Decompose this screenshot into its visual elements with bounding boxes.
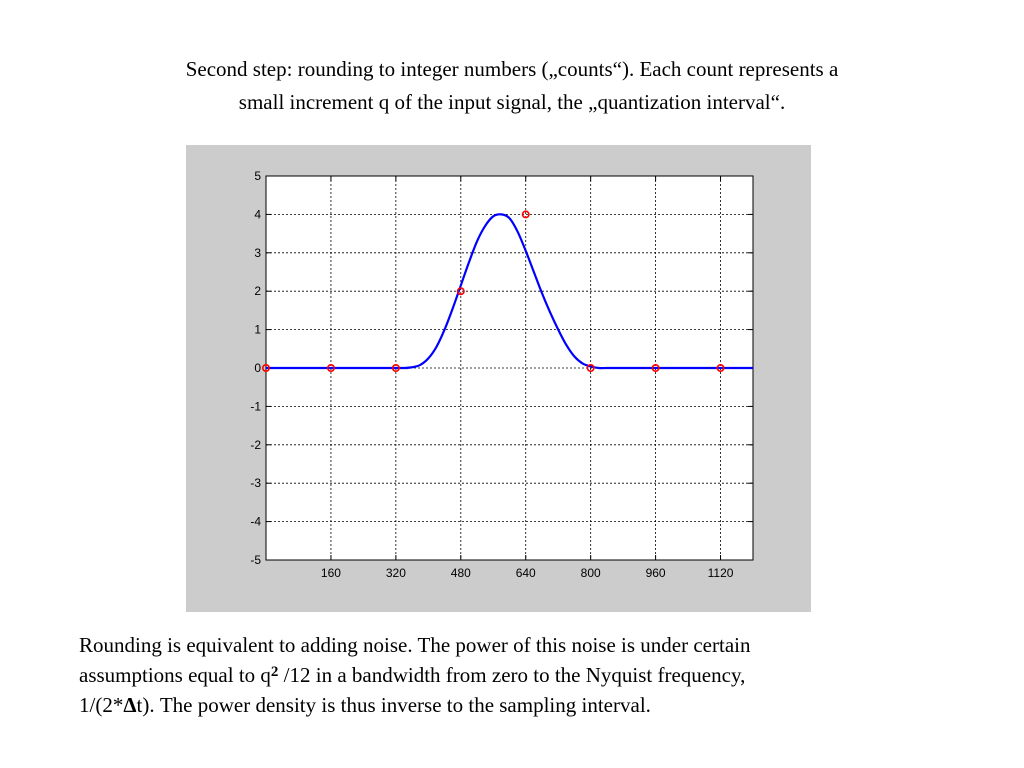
paragraph-line-2-start: assumptions equal to q bbox=[79, 663, 271, 687]
chart-svg bbox=[186, 145, 811, 612]
x-tick-label: 640 bbox=[515, 566, 536, 580]
y-tick-label: -4 bbox=[250, 514, 261, 529]
heading-line-2: small increment q of the input signal, the „quantization interval“. bbox=[238, 90, 786, 114]
x-tick-label: 160 bbox=[320, 566, 341, 580]
y-tick-label: 1 bbox=[254, 322, 261, 337]
y-tick-label: 5 bbox=[254, 169, 261, 183]
paragraph-line-2 bbox=[79, 660, 979, 690]
exponent-superscript: 2 bbox=[270, 664, 279, 680]
y-tick-label: -2 bbox=[250, 437, 261, 452]
paragraph-line-3-end: t). The power density is thus inverse to the sampling interval. bbox=[136, 693, 651, 717]
delta-symbol: Δ bbox=[123, 693, 137, 717]
paragraph-line-1: Rounding is equivalent to adding noise. The power of this noise is under certain bbox=[79, 633, 751, 657]
y-tick-label: 2 bbox=[254, 284, 261, 299]
chart-figure bbox=[186, 145, 811, 612]
y-tick-label: -1 bbox=[250, 399, 261, 414]
x-tick-label: 1120 bbox=[707, 566, 734, 580]
y-tick-label: 0 bbox=[254, 361, 261, 375]
y-tick-label: -3 bbox=[250, 476, 261, 491]
paragraph-line-3-start: 1/(2* bbox=[79, 693, 124, 717]
x-tick-label: 960 bbox=[645, 566, 666, 580]
x-tick-label: 800 bbox=[580, 566, 601, 580]
y-tick-label: -5 bbox=[250, 553, 261, 567]
x-tick-label: 480 bbox=[450, 566, 471, 580]
paragraph-line-2-end: /12 in a bandwidth from zero to the Nyquist frequency, bbox=[278, 663, 746, 687]
y-tick-label: 3 bbox=[254, 245, 261, 260]
slide-heading bbox=[60, 53, 964, 119]
explanation-paragraph bbox=[79, 630, 979, 720]
heading-line-1: Second step: rounding to integer numbers („counts“). Each count represents a bbox=[185, 57, 839, 81]
y-tick-label: 4 bbox=[254, 207, 261, 222]
paragraph-line-3 bbox=[79, 690, 979, 720]
x-tick-label: 320 bbox=[385, 566, 406, 580]
